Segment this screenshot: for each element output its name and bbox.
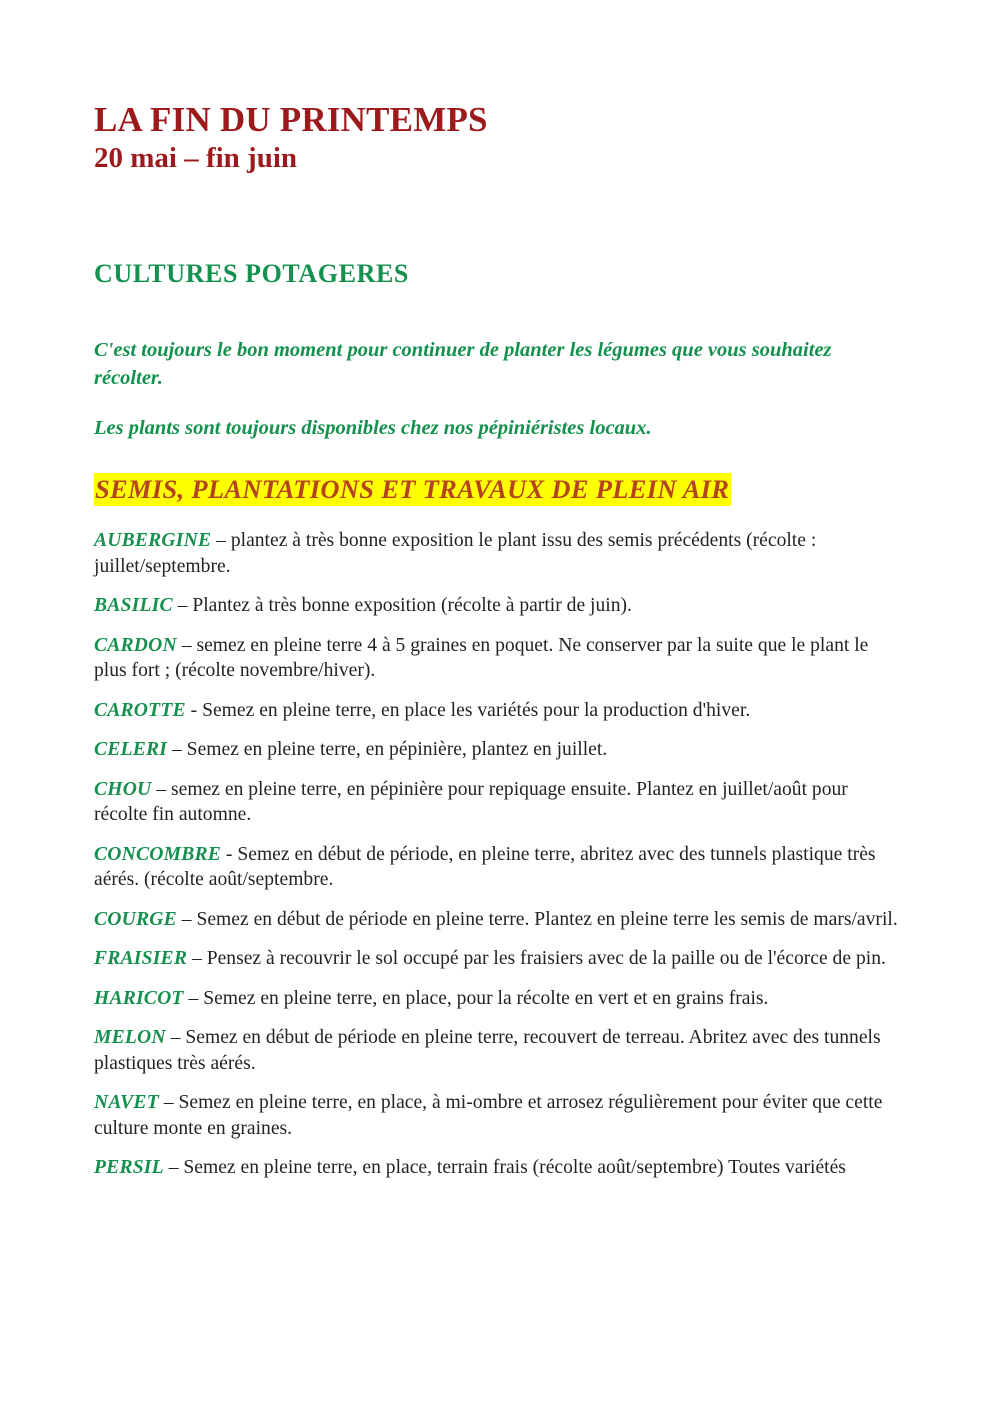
entry-plant-name: FRAISIER	[94, 948, 188, 969]
entry-spacer	[94, 619, 904, 633]
entry-spacer	[94, 893, 904, 907]
entry-spacer	[94, 763, 904, 777]
entry-spacer	[94, 932, 904, 946]
entry-plant-name: HARICOT	[94, 987, 184, 1009]
spacer-between-intros	[94, 392, 904, 414]
entry-plant-name: PERSIL	[94, 1157, 164, 1178]
entry-spacer	[94, 1011, 904, 1025]
page-title: LA FIN DU PRINTEMPS	[94, 100, 488, 139]
entry-item	[94, 1090, 900, 1141]
entry-item	[94, 633, 900, 684]
entry-item	[94, 946, 900, 972]
entry-plant-name: CARDON	[94, 634, 177, 656]
entry-description: – Semez en début de période en pleine terre, recouvert de terreau. Abritez avec des tunnels plastiques très aérés.	[94, 1027, 881, 1074]
entry-item	[94, 698, 900, 724]
entry-plant-name: CELERI	[94, 739, 168, 760]
entry-description: – Pensez à recouvrir le sol occupé par les fraisiers avec de la paille ou de l'écorce de pin.	[187, 948, 886, 969]
entry-description: – Semez en début de période en pleine terre. Plantez en pleine terre les semis de mars/avril.	[176, 908, 898, 930]
entry-description: – Plantez à très bonne exposition (récolte à partir de juin).	[172, 595, 632, 616]
spacer-after-banner	[94, 506, 904, 528]
entry-plant-name: BASILIC	[94, 595, 173, 616]
entry-description: – Semez en pleine terre, en place, terrain frais (récolte août/septembre) Toutes variétés	[163, 1157, 846, 1178]
entry-item	[94, 842, 900, 893]
entry-spacer	[94, 1076, 904, 1090]
entry-list	[94, 528, 904, 1181]
entry-item	[94, 737, 900, 763]
entry-item	[94, 907, 900, 933]
section-heading-cultures-potageres: CULTURES POTAGERES	[94, 259, 409, 288]
document-content	[94, 0, 904, 1181]
spacer-after-section-heading	[94, 290, 904, 336]
entry-plant-name: CONCOMBRE	[94, 843, 222, 865]
entry-description: – semez en pleine terre 4 à 5 graines en poquet. Ne conserver par la suite que le plant le plus fort ; (récolte novembre/hiver).	[94, 634, 869, 681]
entry-description: – Semez en pleine terre, en place, pour la récolte en vert et en grains frais.	[183, 987, 769, 1009]
entry-plant-name: MELON	[94, 1027, 166, 1048]
spacer-after-title-2	[94, 236, 904, 258]
intro-paragraph-2: Les plants sont toujours disponibles chez nos pépiniéristes locaux.	[94, 417, 652, 439]
entry-plant-name: CHOU	[94, 778, 152, 800]
entry-item	[94, 777, 900, 828]
entry-item	[94, 593, 900, 619]
entry-item	[94, 528, 900, 579]
page-subtitle: 20 mai – fin juin	[94, 142, 298, 174]
spacer-after-title	[94, 176, 904, 236]
entry-spacer	[94, 828, 904, 842]
entry-plant-name: CAROTTE	[94, 699, 186, 721]
entry-description: – plantez à très bonne exposition le plant issu des semis précédents (récolte : juillet/septembre.	[94, 530, 817, 577]
intro-paragraph-1: C'est toujours le bon moment pour continuer de planter les légumes que vous souhaitez récolter.	[94, 339, 832, 389]
entry-plant-name: AUBERGINE	[94, 530, 212, 551]
entry-description: - Semez en pleine terre, en place les variétés pour la production d'hiver.	[185, 699, 751, 721]
entry-spacer	[94, 579, 904, 593]
entry-item	[94, 1155, 900, 1181]
entry-spacer	[94, 1141, 904, 1155]
entry-plant-name: NAVET	[94, 1092, 159, 1113]
entry-plant-name: COURGE	[94, 908, 177, 930]
entry-spacer	[94, 723, 904, 737]
entry-description: – Semez en pleine terre, en pépinière, plantez en juillet.	[167, 739, 608, 760]
entry-spacer	[94, 972, 904, 986]
entry-description: - Semez en début de période, en pleine terre, abritez avec des tunnels plastique très aérés. (récolte août/septembre.	[94, 843, 876, 890]
banner-heading-semis-plantations: SEMIS, PLANTATIONS ET TRAVAUX DE PLEIN AIR	[95, 474, 730, 504]
entry-description: – Semez en pleine terre, en place, à mi-ombre et arrosez régulièrement pour éviter que cette culture monte en graines.	[94, 1092, 883, 1139]
banner-heading-wrapper	[94, 472, 904, 506]
entry-item	[94, 1025, 900, 1076]
entry-item	[94, 986, 900, 1012]
entry-description: – semez en pleine terre, en pépinière pour repiquage ensuite. Plantez en juillet/août pour récolte fin automne.	[94, 778, 848, 825]
top-spacer	[94, 0, 904, 100]
spacer-before-banner	[94, 442, 904, 472]
entry-spacer	[94, 684, 904, 698]
